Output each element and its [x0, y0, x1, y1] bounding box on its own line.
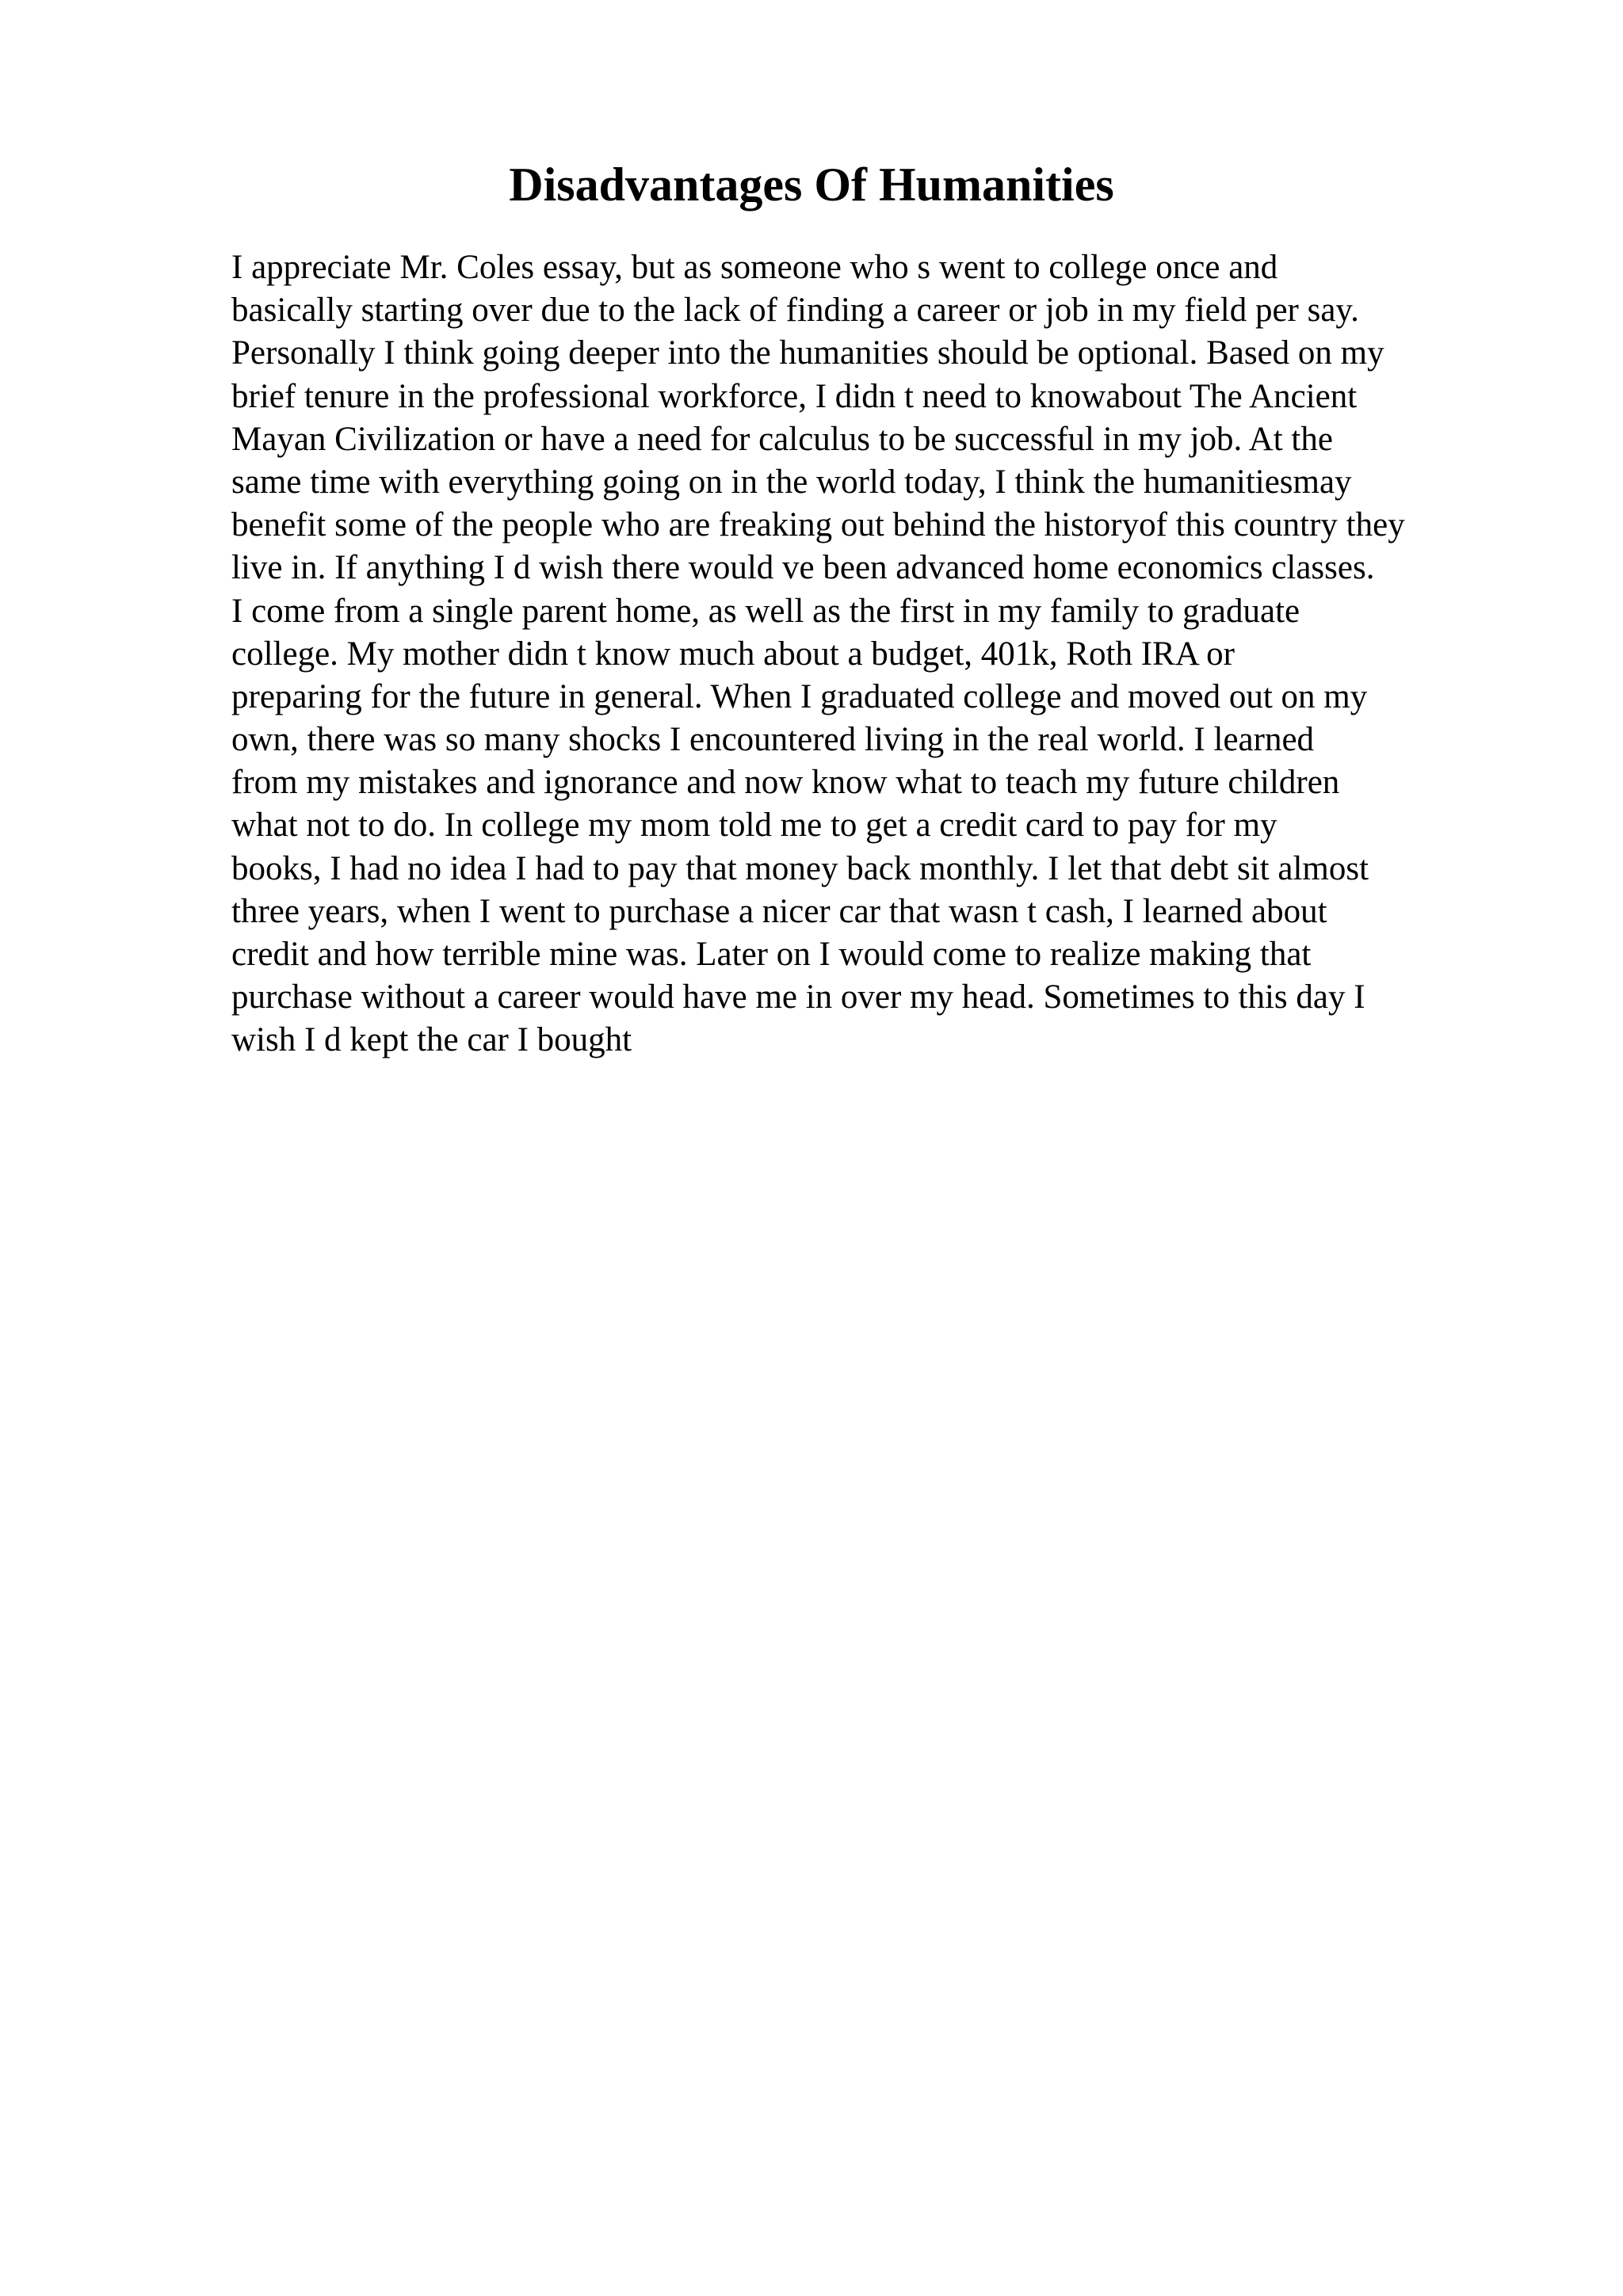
body-line: credit and how terrible mine was. Later on I would come to realize making that — [231, 936, 1312, 973]
body-line: same time with everything going on in the world today, I think the humanitiesmay — [231, 463, 1352, 501]
body-line: I come from a single parent home, as well as the first in my family to graduate — [231, 592, 1300, 630]
body-line: books, I had no idea I had to pay that money back monthly. I let that debt sit almost — [231, 849, 1369, 887]
body-line: what not to do. In college my mom told me to get a credit card to pay for my — [231, 807, 1277, 845]
body-line: Personally I think going deeper into the humanities should be optional. Based on my — [231, 334, 1384, 372]
document-title: Disadvantages Of Humanities — [509, 158, 1114, 211]
body-line: Mayan Civilization or have a need for calculus to be successful in my job. At the — [231, 420, 1333, 458]
body-line: three years, when I went to purchase a nicer car that wasn t cash, I learned about — [231, 892, 1327, 930]
body-line: own, there was so many shocks I encountered living in the real world. I learned — [231, 721, 1315, 759]
body-line: brief tenure in the professional workforce, I didn t need to knowabout The Ancient — [231, 377, 1358, 415]
body-line: from my mistakes and ignorance and now know what to teach my future children — [231, 764, 1340, 802]
body-line: purchase without a career would have me in over my head. Sometimes to this day I — [231, 978, 1365, 1016]
body-line: live in. If anything I d wish there would ve been advanced home economics classes. — [231, 549, 1375, 587]
body-line: college. My mother didn t know much about a budget, 401k, Roth IRA or — [231, 635, 1235, 673]
body-line: benefit some of the people who are freaking out behind the historyof this country they — [231, 506, 1405, 544]
body-line: wish I d kept the car I bought — [231, 1021, 632, 1059]
body-line: basically starting over due to the lack of finding a career or job in my field per say. — [231, 292, 1359, 330]
document-body — [231, 246, 1579, 1062]
body-line: I appreciate Mr. Coles essay, but as someone who s went to college once and — [231, 249, 1278, 286]
body-line: preparing for the future in general. When I graduated college and moved out on my — [231, 677, 1368, 715]
